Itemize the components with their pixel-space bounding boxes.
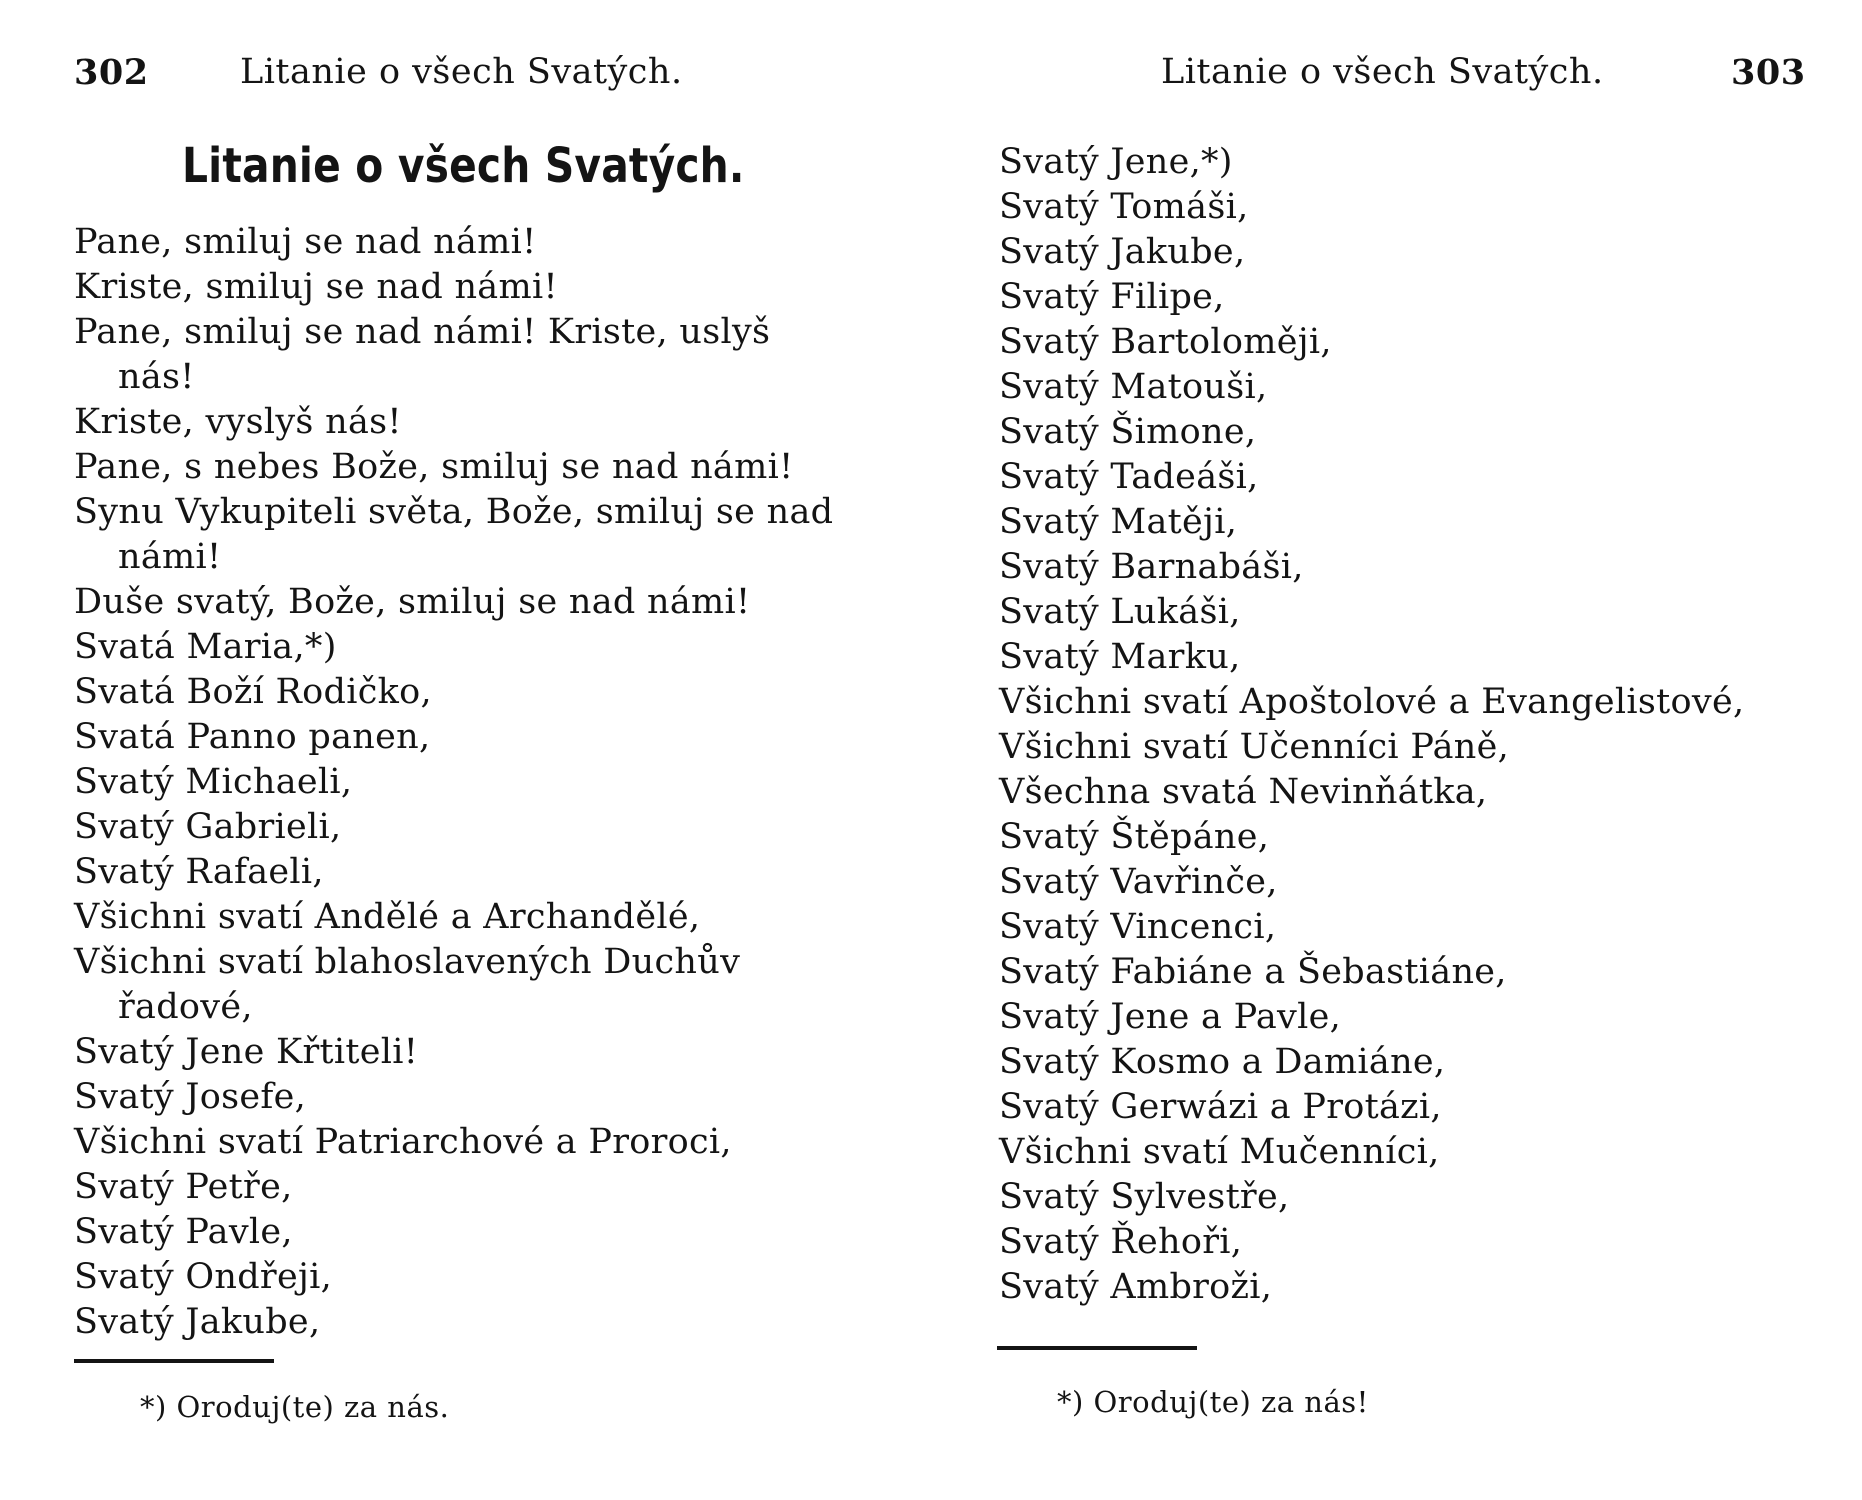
- text-line: Svatý Jene Křtiteli!: [74, 1032, 419, 1072]
- text-line: Svatý Bartoloměji,: [999, 322, 1332, 362]
- right-page: [931, 0, 1862, 1500]
- text-line: Svatý Jakube,: [74, 1302, 321, 1342]
- text-line: Svatý Tadeáši,: [999, 457, 1259, 497]
- footnote: *) Oroduj(te) za nás.: [140, 1390, 450, 1424]
- litany-heading: Litanie o všech Svatých.: [182, 138, 745, 194]
- text-line: Pane, smiluj se nad námi!: [74, 222, 537, 262]
- litany-text: [74, 220, 874, 1345]
- text-line: Svatý Filipe,: [999, 277, 1225, 317]
- running-title: Litanie o všech Svatých.: [1161, 52, 1604, 92]
- text-line: Svatý Rafaeli,: [74, 852, 324, 892]
- text-line: Svatý Marku,: [999, 637, 1241, 677]
- text-line: Duše svatý, Bože, smiluj se nad námi!: [74, 582, 751, 622]
- footnote-rule: [997, 1346, 1197, 1350]
- text-line: Svatý Ondřeji,: [74, 1257, 333, 1297]
- text-line: Svatý Fabiáne a Šebastiáne,: [999, 952, 1507, 992]
- text-line: Všichni svatí Andělé a Archandělé,: [74, 897, 701, 937]
- text-line: Svatý Gabrieli,: [74, 807, 342, 847]
- text-line: Svatý Vavřinče,: [999, 862, 1278, 902]
- text-line: Svatý Jene,*): [999, 142, 1233, 182]
- text-line: nás!: [118, 357, 195, 397]
- page-number: 303: [1731, 52, 1806, 93]
- text-line: Svatý Pavle,: [74, 1212, 293, 1252]
- text-line: Kriste, smiluj se nad námi!: [74, 267, 558, 307]
- text-line: Svatý Barnabáši,: [999, 547, 1304, 587]
- text-line: námi!: [118, 537, 222, 577]
- text-line: Svatá Panno panen,: [74, 717, 431, 757]
- text-line: Svatý Jakube,: [999, 232, 1246, 272]
- text-line: Pane, s nebes Bože, smiluj se nad námi!: [74, 447, 794, 487]
- text-line: Svatá Maria,*): [74, 627, 337, 667]
- text-line: Svatý Matěji,: [999, 502, 1238, 542]
- text-line: Všechna svatá Nevinňátka,: [999, 772, 1488, 812]
- litany-text: [999, 140, 1819, 1310]
- text-line: Pane, smiluj se nad námi! Kriste, uslyš: [74, 312, 771, 352]
- text-line: Svatý Ambroži,: [999, 1267, 1273, 1307]
- text-line: Svatý Řehoři,: [999, 1222, 1243, 1262]
- text-line: Svatý Petře,: [74, 1167, 293, 1207]
- text-line: Svatý Tomáši,: [999, 187, 1249, 227]
- text-line: Synu Vykupiteli světa, Bože, smiluj se nad: [74, 492, 834, 532]
- footnote-rule: [74, 1359, 274, 1363]
- text-line: řadové,: [118, 987, 253, 1027]
- text-line: Svatý Gerwázi a Protázi,: [999, 1087, 1442, 1127]
- text-line: Všichni svatí Učenníci Páně,: [999, 727, 1510, 767]
- page-number: 302: [74, 52, 149, 93]
- text-line: Svatý Lukáši,: [999, 592, 1241, 632]
- footnote: *) Oroduj(te) za nás!: [1057, 1385, 1369, 1419]
- text-line: Všichni svatí Apoštolové a Evangelistové,: [999, 682, 1745, 722]
- text-line: Svatý Sylvestře,: [999, 1177, 1290, 1217]
- text-line: Všichni svatí blahoslavených Duchův: [74, 942, 741, 982]
- text-line: Svatý Vincenci,: [999, 907, 1277, 947]
- text-line: Svatý Kosmo a Damiáne,: [999, 1042, 1446, 1082]
- text-line: Svatý Josefe,: [74, 1077, 307, 1117]
- text-line: Svatý Jene a Pavle,: [999, 997, 1342, 1037]
- running-title: Litanie o všech Svatých.: [240, 52, 683, 92]
- text-line: Svatý Michaeli,: [74, 762, 353, 802]
- text-line: Všichni svatí Patriarchové a Proroci,: [74, 1122, 732, 1162]
- text-line: Svatá Boží Rodičko,: [74, 672, 432, 712]
- text-line: Svatý Šimone,: [999, 412, 1257, 452]
- text-line: Svatý Štěpáne,: [999, 817, 1270, 857]
- text-line: Všichni svatí Mučenníci,: [999, 1132, 1440, 1172]
- text-line: Svatý Matouši,: [999, 367, 1268, 407]
- text-line: Kriste, vyslyš nás!: [74, 402, 402, 442]
